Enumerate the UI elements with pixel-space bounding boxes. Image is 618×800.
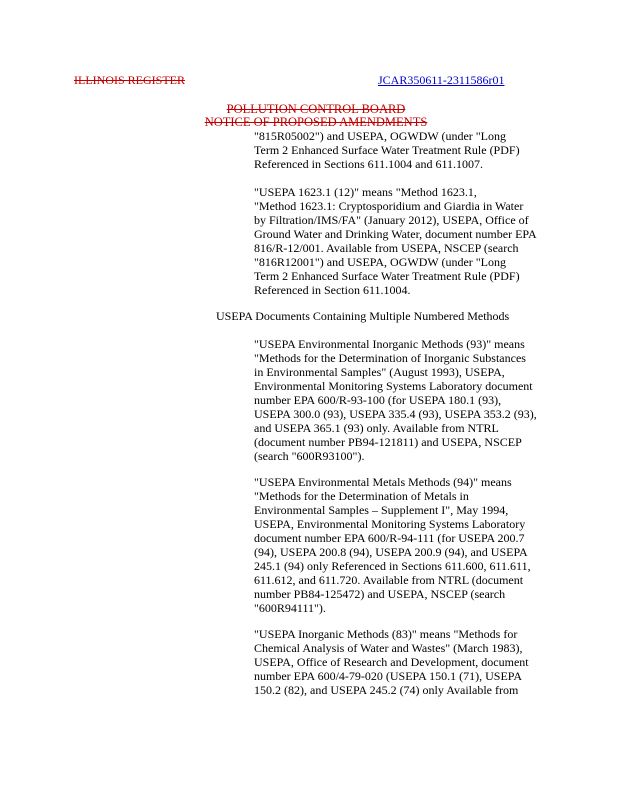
text-line: number EPA 600/4-79-020 (USEPA 150.1 (71), USEPA: [254, 669, 523, 683]
text-line: USEPA, Environmental Monitoring Systems Laboratory: [254, 517, 526, 531]
paragraph-inorganic-methods-83: [254, 627, 529, 697]
text-line: in Environmental Samples" (August 1993), USEPA,: [254, 365, 505, 379]
text-line: "USEPA Inorganic Methods (83)" means "Methods for: [254, 627, 518, 641]
text-line: "Methods for the Determination of Inorganic Substances: [254, 351, 526, 365]
text-line: 245.1 (94) only Referenced in Sections 611.600, 611.611,: [254, 559, 531, 573]
register-header: ILLINOIS REGISTER: [74, 73, 185, 87]
text-line: Environmental Samples – Supplement I", May 1994,: [254, 503, 509, 517]
text-line: "USEPA 1623.1 (12)" means "Method 1623.1,: [254, 185, 477, 199]
text-line: "Method 1623.1: Cryptosporidium and Giardia in Water: [254, 199, 524, 213]
paragraph-usepa-lt2-continued: [254, 129, 520, 171]
text-line: 611.612, and 611.720. Available from NTRL (document: [254, 573, 524, 587]
text-line: USEPA, Office of Research and Development, document: [254, 655, 529, 669]
text-line: Referenced in Sections 611.1004 and 611.1007.: [254, 157, 484, 171]
notice-title: NOTICE OF PROPOSED AMENDMENTS: [204, 115, 428, 129]
paragraph-usepa-1623-1: [254, 185, 537, 297]
text-line: number PB84-125472) and USEPA, NSCEP (search: [254, 587, 506, 601]
text-line: Term 2 Enhanced Surface Water Treatment Rule (PDF): [254, 143, 520, 157]
text-line: "600R94111").: [254, 601, 326, 615]
text-line: "815R05002") and USEPA, OGWDW (under "Long: [254, 129, 507, 143]
paragraph-inorganic-methods-93: [254, 337, 537, 463]
text-line: (search "600R93100").: [254, 449, 365, 463]
text-line: document number EPA 600/R-94-111 (for USEPA 200.7: [254, 531, 525, 545]
text-line: and USEPA 365.1 (93) only. Available from NTRL: [254, 421, 499, 435]
text-line: USEPA 300.0 (93), USEPA 335.4 (93), USEPA 353.2 (93),: [254, 407, 537, 421]
text-line: "Methods for the Determination of Metals in: [254, 489, 469, 503]
text-line: Chemical Analysis of Water and Wastes" (March 1983),: [254, 641, 523, 655]
text-line: by Filtration/IMS/FA" (January 2012), USEPA, Office of: [254, 213, 529, 227]
agency-title: POLLUTION CONTROL BOARD: [226, 102, 406, 116]
text-line: "USEPA Environmental Metals Methods (94)" means: [254, 475, 512, 489]
text-line: "USEPA Environmental Inorganic Methods (93)" means: [254, 337, 525, 351]
text-line: Ground Water and Drinking Water, document number EPA: [254, 227, 537, 241]
text-line: 150.2 (82), and USEPA 245.2 (74) only Available from: [254, 683, 519, 697]
section-heading: USEPA Documents Containing Multiple Numbered Methods: [216, 309, 510, 323]
text-line: (document number PB94-121811) and USEPA, NSCEP: [254, 435, 522, 449]
text-line: number EPA 600/R-93-100 (for USEPA 180.1 (93),: [254, 393, 502, 407]
text-line: "816R12001") and USEPA, OGWDW (under "Long: [254, 255, 507, 269]
text-line: Environmental Monitoring Systems Laboratory document: [254, 379, 533, 393]
paragraph-metals-methods-94: [254, 475, 531, 615]
text-line: 816/R-12/001. Available from USEPA, NSCEP (search: [254, 241, 519, 255]
document-id-header[interactable]: JCAR350611-2311586r01: [378, 73, 505, 87]
text-line: Term 2 Enhanced Surface Water Treatment Rule (PDF): [254, 269, 520, 283]
text-line: (94), USEPA 200.8 (94), USEPA 200.9 (94), and USEPA: [254, 545, 528, 559]
text-line: Referenced in Section 611.1004.: [254, 283, 411, 297]
